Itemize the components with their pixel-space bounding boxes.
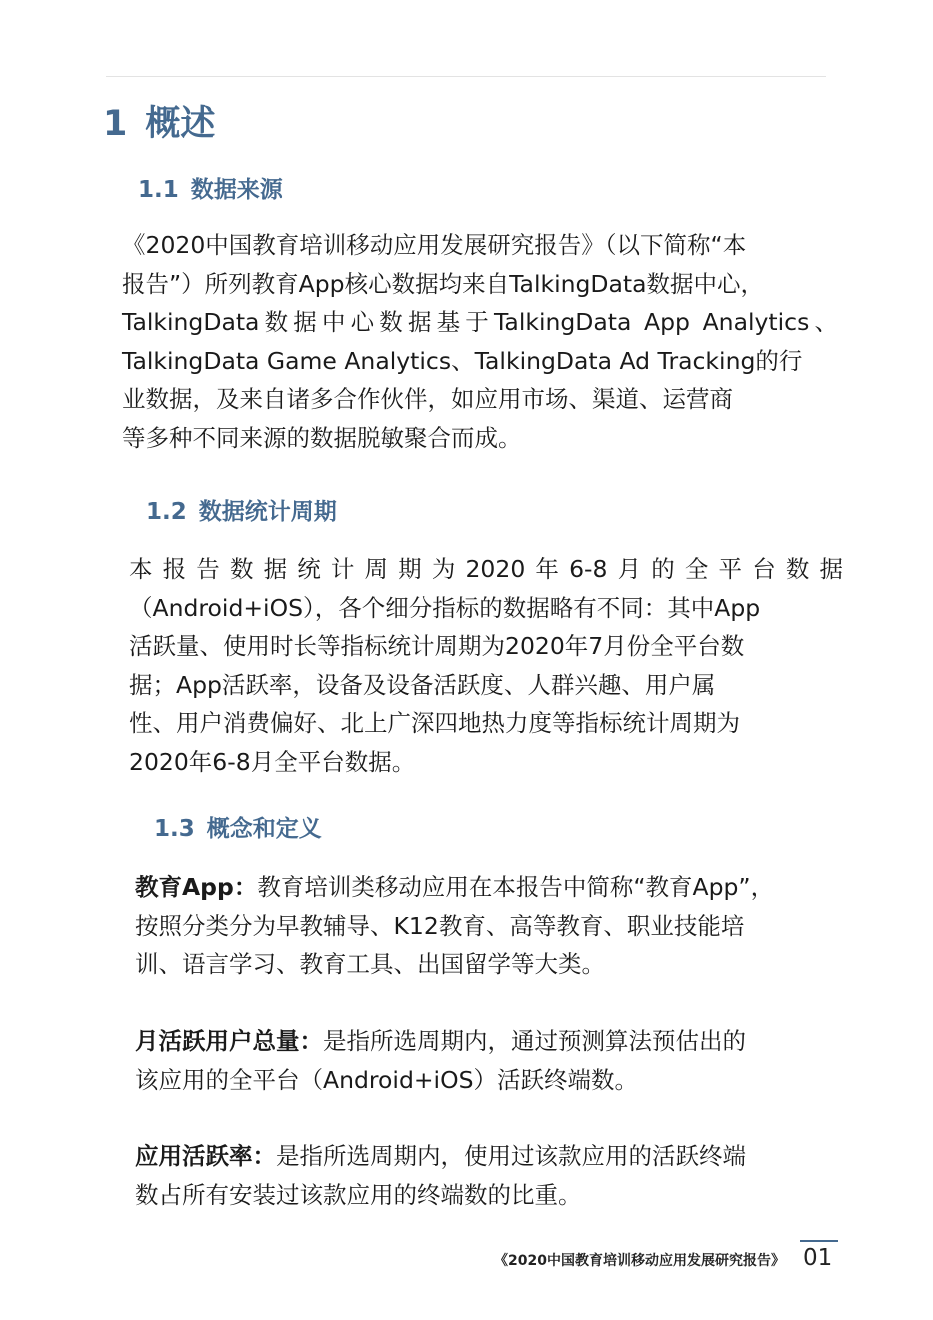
definition-text: 是指所选周期内，使用过该款应用的活跃终端 (276, 1142, 746, 1170)
definition-education-app (135, 868, 851, 984)
chapter-title: 概述 (145, 104, 216, 144)
definition-text: 是指所选周期内，通过预测算法预估出的 (323, 1027, 746, 1055)
section-heading-1-2 (146, 493, 337, 526)
statistics-period-paragraph (129, 550, 843, 781)
paragraph-line: 活跃量、使用时长等指标统计周期为2020年7月份全平台数 (129, 632, 745, 660)
page-number-rule (800, 1240, 838, 1242)
definition-monthly-active-users (135, 1022, 851, 1099)
paragraph-line: 2020年6-8月全平台数据。 (129, 747, 416, 776)
paragraph-line: TalkingData数据中心数据基于TalkingData App Analytics、 (122, 308, 838, 336)
paragraph-line: 业数据，及来自诸多合作伙伴，如应用市场、渠道、运营商 (122, 385, 733, 413)
definition-term: 应用活跃率： (135, 1142, 276, 1170)
paragraph-line: 据；App活跃率，设备及设备活跃度、人群兴趣、用户属 (129, 670, 716, 699)
paragraph-line: 《2020中国教育培训移动应用发展研究报告》（以下简称“本 (122, 231, 747, 259)
definition-term: 教育App： (135, 873, 258, 901)
section-heading-1-3 (154, 810, 322, 843)
section-heading-1-1 (138, 171, 283, 204)
section-number: 1.2 (146, 499, 187, 525)
definition-term: 月活跃用户总量： (135, 1027, 323, 1055)
chapter-heading (103, 96, 215, 146)
paragraph-line: 等多种不同来源的数据脱敏聚合而成。 (122, 423, 522, 452)
paragraph-line: 数占所有安装过该款应用的终端数的比重。 (135, 1180, 582, 1209)
section-title: 概念和定义 (206, 816, 322, 842)
paragraph-line: 性、用户消费偏好、北上广深四地热力度等指标统计周期为 (129, 709, 740, 737)
section-title: 数据统计周期 (198, 499, 337, 525)
paragraph-line: TalkingData Game Analytics、TalkingData Ad Tracking的行 (122, 346, 803, 375)
paragraph-line: （Android+iOS），各个细分指标的数据略有不同：其中App (129, 593, 761, 622)
section-number: 1.3 (154, 816, 195, 842)
paragraph-line: 该应用的全平台（Android+iOS）活跃终端数。 (135, 1065, 638, 1094)
definition-app-active-rate (135, 1137, 851, 1214)
definition-text: 教育培训类移动应用在本报告中简称“教育App”， (257, 873, 775, 901)
top-divider (106, 76, 826, 77)
section-number: 1.1 (138, 177, 179, 203)
page-number: 01 (803, 1245, 833, 1271)
paragraph-line: 按照分类分为早教辅导、K12教育、高等教育、职业技能培 (135, 911, 745, 940)
footer-report-title: 《2020中国教育培训移动应用发展研究报告》 (494, 1253, 785, 1269)
paragraph-line: 本报告数据统计周期为2020年6-8月的全平台数据 (129, 555, 843, 583)
section-title: 数据来源 (190, 177, 283, 203)
data-source-paragraph (122, 226, 838, 457)
paragraph-line: 训、语言学习、教育工具、出国留学等大类。 (135, 950, 605, 978)
chapter-number: 1 (103, 104, 128, 144)
paragraph-line: 报告”）所列教育App核心数据均来自TalkingData数据中心， (122, 269, 765, 298)
